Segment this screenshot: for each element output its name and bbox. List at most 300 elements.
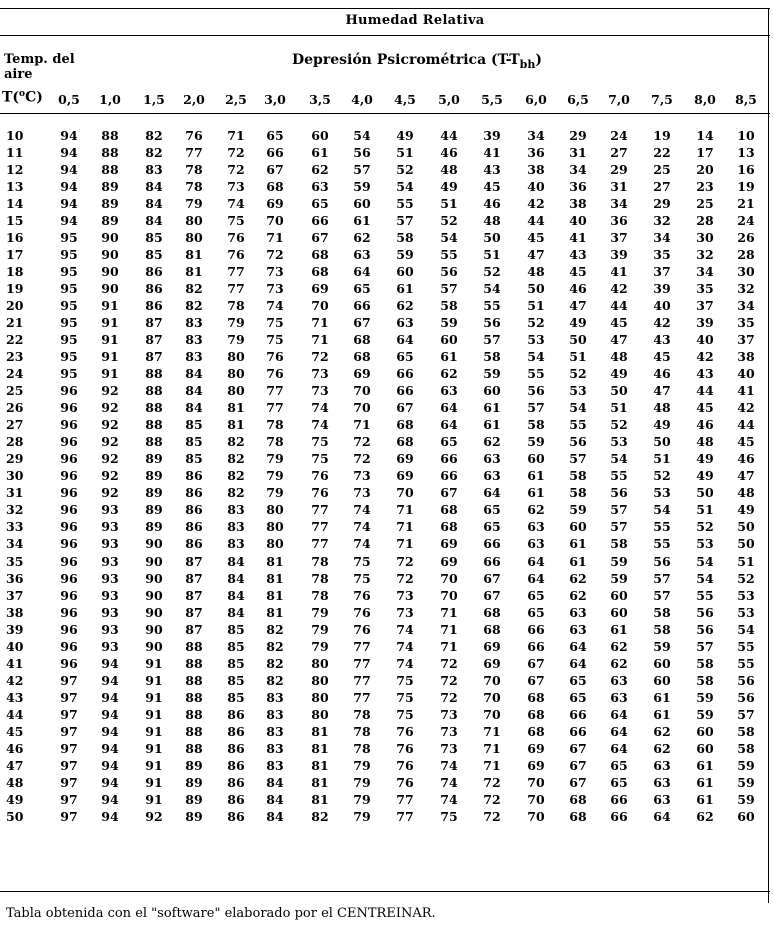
humidity-cell: 95 [60,315,78,331]
temperature-cell: 50 [6,808,24,824]
humidity-cell: 75 [311,451,329,467]
bottom-rule [0,891,770,892]
humidity-cell: 47 [653,383,671,399]
humidity-cell: 78 [266,417,284,433]
humidity-cell: 86 [227,740,245,756]
humidity-cell: 48 [483,213,501,229]
humidity-cell: 57 [653,570,671,586]
humidity-cell: 58 [737,723,755,739]
humidity-cell: 92 [101,434,119,450]
humidity-cell: 83 [145,162,163,178]
humidity-cell: 53 [737,604,755,620]
humidity-cell: 79 [311,638,329,654]
humidity-cell: 97 [60,757,78,773]
humidity-cell: 87 [145,332,163,348]
humidity-cell: 88 [185,655,203,671]
humidity-cell: 94 [60,128,78,143]
humidity-cell: 13 [737,145,755,161]
humidity-cell: 62 [311,162,329,178]
humidity-cell: 69 [266,196,284,212]
humidity-cell: 50 [737,536,755,552]
humidity-cell: 96 [60,553,78,569]
humidity-cell: 70 [353,383,371,399]
humidity-cell: 65 [610,774,628,790]
humidity-cell: 81 [266,587,284,603]
humidity-cell: 89 [101,179,119,195]
temperature-cell: 26 [6,400,24,416]
humidity-cell: 80 [266,519,284,535]
humidity-cell: 43 [653,332,671,348]
humidity-cell: 29 [569,128,587,143]
humidity-cell: 76 [353,604,371,620]
humidity-cell: 37 [610,230,628,246]
humidity-cell: 59 [396,247,414,263]
humidity-cell: 80 [266,536,284,552]
humidity-cell: 40 [653,298,671,314]
humidity-cell: 75 [311,434,329,450]
humidity-cell: 84 [227,587,245,603]
humidity-cell: 91 [145,689,163,705]
humidity-cell: 30 [737,264,755,280]
humidity-cell: 83 [266,723,284,739]
humidity-cell: 67 [396,400,414,416]
humidity-cell: 43 [696,366,714,382]
humidity-cell: 96 [60,451,78,467]
humidity-cell: 41 [483,145,501,161]
humidity-cell: 60 [610,604,628,620]
humidity-cell: 61 [527,485,545,501]
humidity-cell: 72 [353,434,371,450]
humidity-cell: 79 [353,757,371,773]
humidity-cell: 92 [145,808,163,824]
humidity-cell: 66 [483,553,501,569]
humidity-cell: 91 [145,791,163,807]
humidity-cell: 44 [610,298,628,314]
humidity-cell: 56 [527,383,545,399]
humidity-cell: 87 [185,553,203,569]
humidity-cell: 76 [311,468,329,484]
humidity-cell: 79 [311,621,329,637]
humidity-cell: 42 [610,281,628,297]
humidity-cell: 90 [145,621,163,637]
temperature-cell: 18 [6,264,24,280]
humidity-cell: 85 [227,689,245,705]
humidity-cell: 96 [60,655,78,671]
humidity-cell: 94 [101,774,119,790]
humidity-cell: 76 [227,230,245,246]
humidity-cell: 59 [653,638,671,654]
humidity-cell: 93 [101,604,119,620]
humidity-cell: 68 [266,179,284,195]
humidity-cell: 74 [396,638,414,654]
table-row [0,468,770,484]
humidity-cell: 70 [353,400,371,416]
temperature-header-line1: Temp. del [4,52,75,67]
humidity-cell: 48 [527,264,545,280]
humidity-cell: 76 [353,621,371,637]
humidity-cell: 34 [696,264,714,280]
humidity-cell: 82 [266,621,284,637]
humidity-cell: 78 [353,740,371,756]
humidity-cell: 58 [396,230,414,246]
humidity-cell: 72 [483,774,501,790]
humidity-cell: 48 [610,349,628,365]
humidity-cell: 74 [396,621,414,637]
humidity-cell: 62 [610,655,628,671]
humidity-cell: 93 [101,621,119,637]
humidity-cell: 61 [569,553,587,569]
humidity-cell: 87 [145,315,163,331]
humidity-cell: 47 [737,468,755,484]
humidity-cell: 72 [227,162,245,178]
temperature-cell: 35 [6,553,24,569]
humidity-cell: 90 [145,638,163,654]
humidity-cell: 81 [227,417,245,433]
humidity-cell: 51 [610,400,628,416]
humidity-cell: 93 [101,502,119,518]
humidity-cell: 65 [483,502,501,518]
humidity-cell: 64 [527,553,545,569]
humidity-cell: 54 [396,179,414,195]
humidity-cell: 64 [610,706,628,722]
humidity-cell: 84 [185,400,203,416]
humidity-cell: 56 [569,434,587,450]
humidity-cell: 65 [353,281,371,297]
humidity-cell: 34 [737,298,755,314]
humidity-cell: 65 [527,587,545,603]
humidity-cell: 69 [527,757,545,773]
humidity-cell: 82 [266,638,284,654]
table-row [0,281,770,297]
humidity-cell: 96 [60,621,78,637]
humidity-cell: 87 [185,604,203,620]
humidity-cell: 58 [527,417,545,433]
column-header: 4,0 [351,92,373,107]
humidity-cell: 89 [185,757,203,773]
humidity-cell: 96 [60,502,78,518]
humidity-cell: 95 [60,298,78,314]
humidity-cell: 96 [60,434,78,450]
humidity-cell: 51 [569,349,587,365]
humidity-cell: 73 [266,264,284,280]
humidity-cell: 81 [311,723,329,739]
humidity-cell: 32 [653,213,671,229]
table-row [0,400,770,416]
humidity-cell: 68 [311,247,329,263]
humidity-cell: 32 [737,281,755,297]
humidity-cell: 58 [696,655,714,671]
column-header: 8,0 [694,92,716,107]
humidity-cell: 94 [101,757,119,773]
humidity-cell: 58 [569,468,587,484]
column-header: 0,5 [58,92,80,107]
humidity-cell: 69 [440,536,458,552]
humidity-cell: 53 [737,587,755,603]
humidity-cell: 62 [353,230,371,246]
humidity-cell: 14 [696,128,714,143]
humidity-cell: 78 [311,587,329,603]
humidity-cell: 64 [440,400,458,416]
humidity-cell: 74 [311,400,329,416]
humidity-cell: 19 [737,179,755,195]
humidity-cell: 96 [60,400,78,416]
table-title: Humedad Relativa [345,13,485,28]
humidity-cell: 82 [227,451,245,467]
humidity-cell: 66 [353,298,371,314]
humidity-cell: 58 [737,740,755,756]
humidity-cell: 57 [610,502,628,518]
humidity-cell: 65 [569,672,587,688]
humidity-cell: 86 [185,485,203,501]
humidity-cell: 63 [610,672,628,688]
humidity-cell: 72 [440,689,458,705]
humidity-cell: 89 [145,519,163,535]
humidity-cell: 87 [185,587,203,603]
humidity-cell: 40 [569,213,587,229]
humidity-cell: 91 [145,757,163,773]
humidity-cell: 64 [353,264,371,280]
humidity-cell: 53 [653,485,671,501]
humidity-cell: 62 [653,723,671,739]
table-row [0,247,770,263]
humidity-cell: 71 [396,519,414,535]
humidity-cell: 79 [266,485,284,501]
humidity-cell: 42 [653,315,671,331]
humidity-cell: 74 [440,791,458,807]
humidity-cell: 89 [101,213,119,229]
humidity-cell: 85 [227,672,245,688]
humidity-cell: 60 [527,451,545,467]
humidity-cell: 77 [266,383,284,399]
humidity-cell: 67 [483,587,501,603]
humidity-cell: 71 [440,621,458,637]
humidity-cell: 63 [610,689,628,705]
humidity-cell: 62 [569,587,587,603]
humidity-cell: 21 [737,196,755,212]
temperature-cell: 19 [6,281,24,297]
column-header: 3,5 [309,92,331,107]
humidity-cell: 39 [610,247,628,263]
humidity-cell: 90 [101,281,119,297]
humidity-cell: 74 [353,536,371,552]
humidity-cell: 79 [266,451,284,467]
humidity-cell: 55 [653,519,671,535]
humidity-cell: 95 [60,230,78,246]
humidity-cell: 51 [737,553,755,569]
humidity-cell: 68 [483,604,501,620]
humidity-cell: 54 [440,230,458,246]
table-row [0,196,770,212]
humidity-cell: 89 [145,485,163,501]
humidity-cell: 67 [569,757,587,773]
humidity-cell: 66 [396,383,414,399]
humidity-cell: 52 [696,519,714,535]
table-row [0,775,770,791]
humidity-cell: 63 [311,179,329,195]
humidity-cell: 82 [145,128,163,143]
temperature-cell: 48 [6,774,24,790]
humidity-cell: 77 [353,638,371,654]
humidity-cell: 94 [101,791,119,807]
humidity-cell: 72 [353,451,371,467]
humidity-cell: 80 [311,689,329,705]
humidity-cell: 67 [569,740,587,756]
humidity-cell: 45 [610,315,628,331]
humidity-cell: 88 [145,383,163,399]
humidity-cell: 88 [185,689,203,705]
humidity-cell: 71 [440,638,458,654]
humidity-cell: 35 [737,315,755,331]
temperature-cell: 28 [6,434,24,450]
humidity-cell: 68 [440,502,458,518]
column-header: 2,0 [183,92,205,107]
humidity-cell: 66 [569,723,587,739]
humidity-cell: 72 [483,791,501,807]
humidity-cell: 47 [527,247,545,263]
humidity-cell: 92 [101,417,119,433]
humidity-cell: 86 [227,706,245,722]
temperature-cell: 36 [6,570,24,586]
humidity-cell: 85 [227,621,245,637]
humidity-cell: 92 [101,451,119,467]
humidity-cell: 66 [527,638,545,654]
humidity-cell: 83 [266,757,284,773]
humidity-cell: 72 [227,145,245,161]
temperature-cell: 13 [6,179,24,195]
humidity-cell: 74 [396,655,414,671]
humidity-cell: 82 [266,655,284,671]
humidity-cell: 59 [440,315,458,331]
humidity-cell: 34 [527,128,545,143]
humidity-cell: 90 [145,587,163,603]
humidity-cell: 84 [227,553,245,569]
humidity-cell: 76 [396,723,414,739]
humidity-cell: 68 [569,791,587,807]
column-header: 4,5 [394,92,416,107]
humidity-cell: 61 [483,417,501,433]
humidity-cell: 55 [396,196,414,212]
humidity-cell: 90 [145,536,163,552]
humidity-cell: 63 [653,757,671,773]
humidity-cell: 67 [483,570,501,586]
humidity-cell: 63 [396,315,414,331]
humidity-cell: 64 [569,655,587,671]
humidity-cell: 79 [227,315,245,331]
humidity-cell: 59 [737,791,755,807]
humidity-cell: 43 [569,247,587,263]
table-row [0,434,770,450]
table-row [0,536,770,552]
column-header: 5,0 [438,92,460,107]
humidity-cell: 62 [483,434,501,450]
table-row [0,571,770,587]
humidity-cell: 55 [440,247,458,263]
humidity-cell: 80 [185,230,203,246]
humidity-cell: 80 [185,213,203,229]
table-row [0,485,770,501]
humidity-cell: 57 [737,706,755,722]
humidity-cell: 91 [101,349,119,365]
humidity-cell: 86 [227,808,245,824]
humidity-cell: 74 [227,196,245,212]
table-row [0,315,770,331]
humidity-cell: 70 [527,808,545,824]
humidity-cell: 80 [311,672,329,688]
humidity-cell: 96 [60,570,78,586]
table-row [0,554,770,570]
column-header: 6,0 [525,92,547,107]
humidity-cell: 24 [737,213,755,229]
humidity-cell: 64 [610,723,628,739]
humidity-cell: 84 [145,196,163,212]
temperature-cell: 17 [6,247,24,263]
depression-header-main: Depresión Psicrométrica (T-T [292,52,520,68]
humidity-cell: 75 [227,213,245,229]
column-header: 1,5 [143,92,165,107]
humidity-cell: 64 [440,417,458,433]
table-row [0,230,770,246]
humidity-cell: 57 [440,281,458,297]
humidity-cell: 31 [610,179,628,195]
humidity-cell: 88 [185,706,203,722]
humidity-cell: 97 [60,672,78,688]
temperature-cell: 20 [6,298,24,314]
humidity-cell: 54 [483,281,501,297]
humidity-cell: 96 [60,638,78,654]
humidity-cell: 42 [737,400,755,416]
humidity-cell: 72 [266,247,284,263]
temperature-cell: 47 [6,757,24,773]
humidity-cell: 68 [527,689,545,705]
humidity-cell: 76 [353,587,371,603]
humidity-cell: 46 [440,145,458,161]
humidity-cell: 59 [610,553,628,569]
table-row [0,128,770,144]
humidity-cell: 78 [227,298,245,314]
humidity-cell: 63 [353,247,371,263]
humidity-cell: 26 [737,230,755,246]
humidity-cell: 88 [145,417,163,433]
humidity-cell: 45 [737,434,755,450]
humidity-cell: 94 [60,213,78,229]
humidity-cell: 69 [527,740,545,756]
humidity-cell: 88 [185,638,203,654]
humidity-cell: 48 [696,434,714,450]
temperature-cell: 30 [6,468,24,484]
temperature-cell: 11 [6,145,24,161]
humidity-cell: 41 [569,230,587,246]
humidity-cell: 89 [185,791,203,807]
temperature-cell: 22 [6,332,24,348]
column-header: 1,0 [99,92,121,107]
humidity-cell: 25 [653,162,671,178]
humidity-cell: 84 [145,213,163,229]
humidity-cell: 55 [483,298,501,314]
humidity-cell: 27 [653,179,671,195]
temperature-cell: 29 [6,451,24,467]
column-header: 8,5 [735,92,757,107]
humidity-cell: 84 [227,604,245,620]
header-rule [0,113,770,114]
humidity-cell: 68 [527,723,545,739]
humidity-cell: 53 [569,383,587,399]
temperature-cell: 42 [6,672,24,688]
depression-header [292,52,542,71]
humidity-cell: 69 [311,281,329,297]
humidity-cell: 58 [653,604,671,620]
humidity-cell: 52 [483,264,501,280]
humidity-cell: 31 [569,145,587,161]
